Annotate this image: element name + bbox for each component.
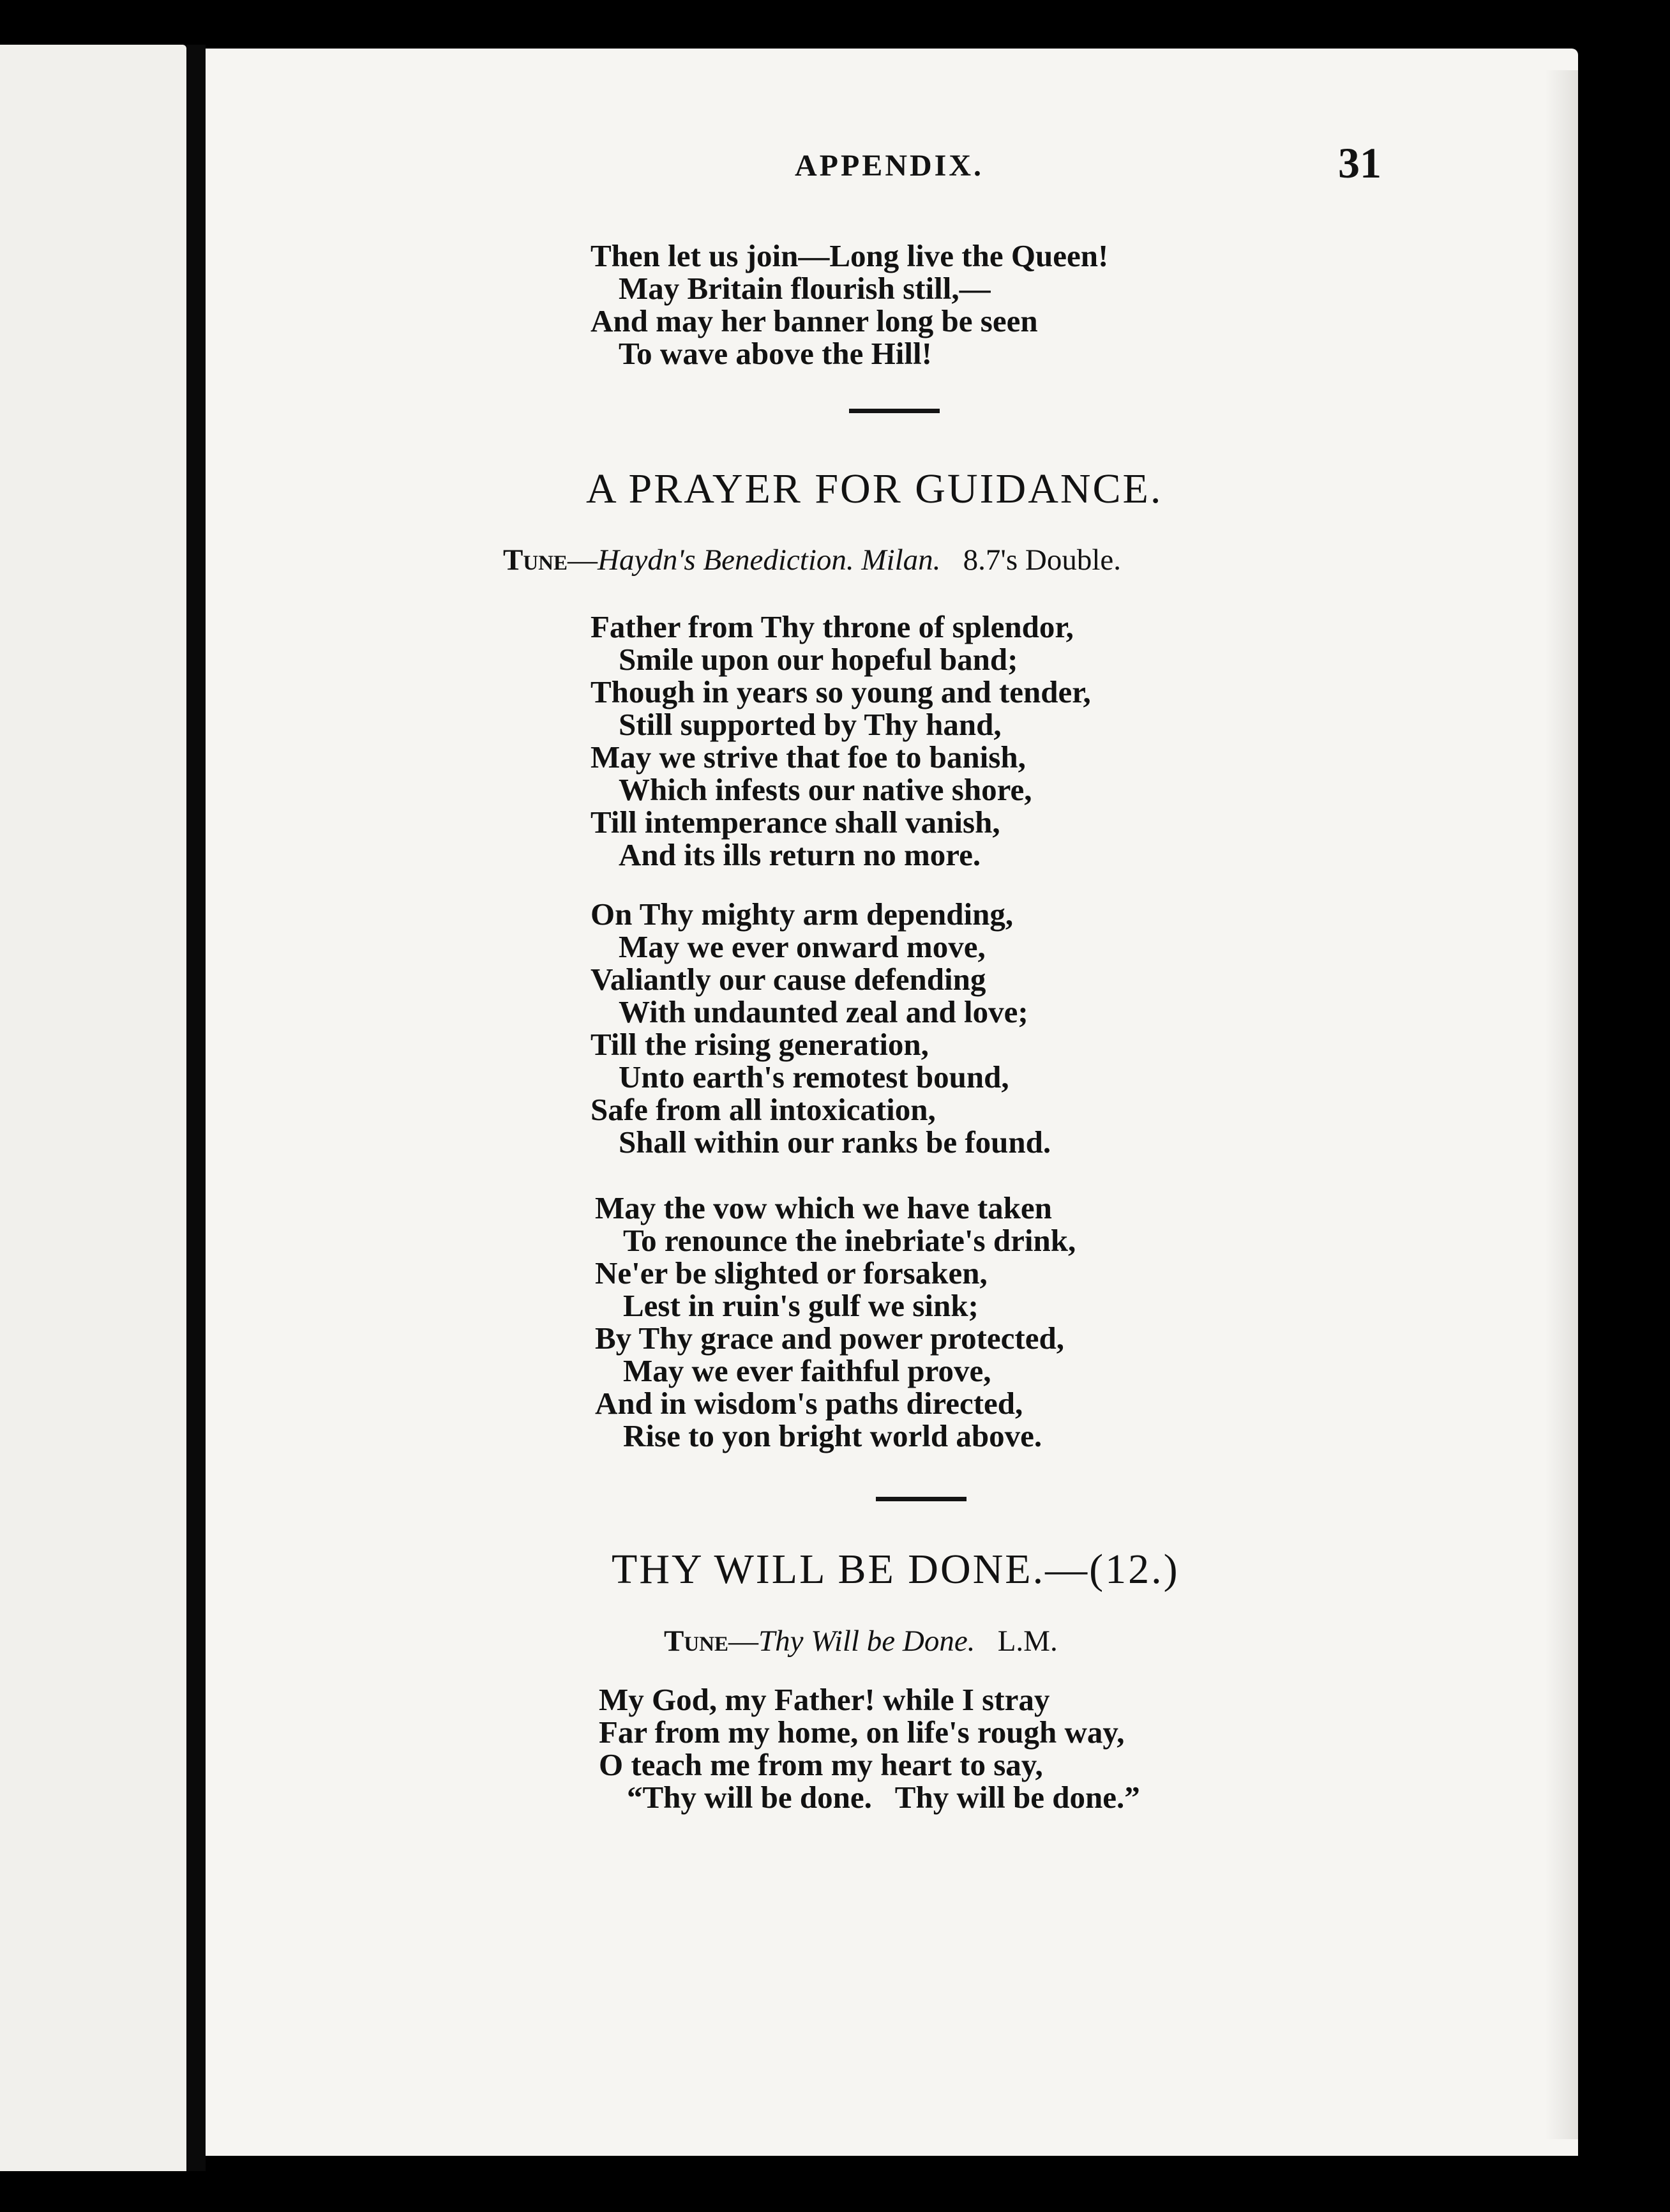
- section-divider: [876, 1497, 967, 1501]
- page-number: 31: [1338, 139, 1381, 187]
- verse-line: May we ever onward move,: [619, 929, 986, 964]
- verse-line: Far from my home, on life's rough way,: [599, 1715, 1125, 1750]
- tune-line: [664, 1624, 1058, 1658]
- verse-line: On Thy mighty arm depending,: [591, 897, 1014, 932]
- verse-line: May we ever faithful prove,: [623, 1353, 991, 1388]
- verse-line: Unto earth's remotest bound,: [619, 1059, 1009, 1095]
- tune-label: Tune: [503, 543, 568, 577]
- verse-line: May we strive that foe to banish,: [591, 739, 1026, 775]
- tune-names: Haydn's Benediction. Milan.: [598, 543, 941, 577]
- tune-dash: —: [568, 543, 598, 577]
- verse-line: Smile upon our hopeful band;: [619, 642, 1018, 677]
- tune-names: Thy Will be Done.: [758, 1625, 975, 1658]
- hymn-title: A PRAYER FOR GUIDANCE.: [586, 466, 1163, 512]
- verse-line: Till the rising generation,: [591, 1027, 929, 1062]
- stanza-1: [591, 610, 1091, 871]
- tune-dash: —: [728, 1625, 759, 1658]
- verse-line: And its ills return no more.: [619, 837, 981, 872]
- verse-line: Ne'er be slighted or forsaken,: [595, 1255, 988, 1291]
- tune-line: [503, 543, 1121, 577]
- verse-line: “Thy will be done. Thy will be done.”: [627, 1780, 1140, 1815]
- verse-line: Lest in ruin's gulf we sink;: [623, 1288, 979, 1323]
- stanza-2: [591, 898, 1051, 1158]
- verse-line: Then let us join—Long live the Queen!: [591, 238, 1109, 273]
- verse-line: Father from Thy throne of splendor,: [591, 609, 1074, 644]
- verse-line: And in wisdom's paths directed,: [595, 1386, 1023, 1421]
- verse-line: And may her banner long be seen: [591, 303, 1038, 338]
- tune-meter: 8.7's Double.: [963, 543, 1122, 577]
- verse-line: May Britain flourish still,—: [619, 271, 991, 306]
- verse-line: Safe from all intoxication,: [591, 1092, 936, 1127]
- verse-line: Rise to yon bright world above.: [623, 1418, 1042, 1453]
- stanza-3: [595, 1192, 1076, 1452]
- verse-line: Though in years so young and tender,: [591, 674, 1091, 709]
- verse-line: To wave above the Hill!: [619, 336, 932, 371]
- verse-line: O teach me from my heart to say,: [599, 1747, 1043, 1782]
- running-head: APPENDIX.: [795, 149, 984, 183]
- tune-meter: L.M.: [997, 1625, 1058, 1658]
- verse-line: Shall within our ranks be found.: [619, 1125, 1051, 1160]
- closing-stanza: [591, 239, 1108, 370]
- stanza-1: [599, 1683, 1140, 1814]
- verse-line: My God, my Father! while I stray: [599, 1682, 1050, 1717]
- verse-line: With undaunted zeal and love;: [619, 994, 1028, 1029]
- verse-line: Till intemperance shall vanish,: [591, 805, 1000, 840]
- verse-line: May the vow which we have taken: [595, 1190, 1052, 1225]
- hymn-title: THY WILL BE DONE.—(12.): [612, 1546, 1180, 1593]
- tune-label: Tune: [664, 1625, 729, 1658]
- verse-line: By Thy grace and power protected,: [595, 1321, 1064, 1356]
- section-divider: [849, 409, 940, 413]
- verse-line: Still supported by Thy hand,: [619, 707, 1002, 742]
- verse-line: Valiantly our cause defending: [591, 962, 986, 997]
- verse-line: Which infests our native shore,: [619, 772, 1032, 807]
- verse-line: To renounce the inebriate's drink,: [623, 1223, 1076, 1258]
